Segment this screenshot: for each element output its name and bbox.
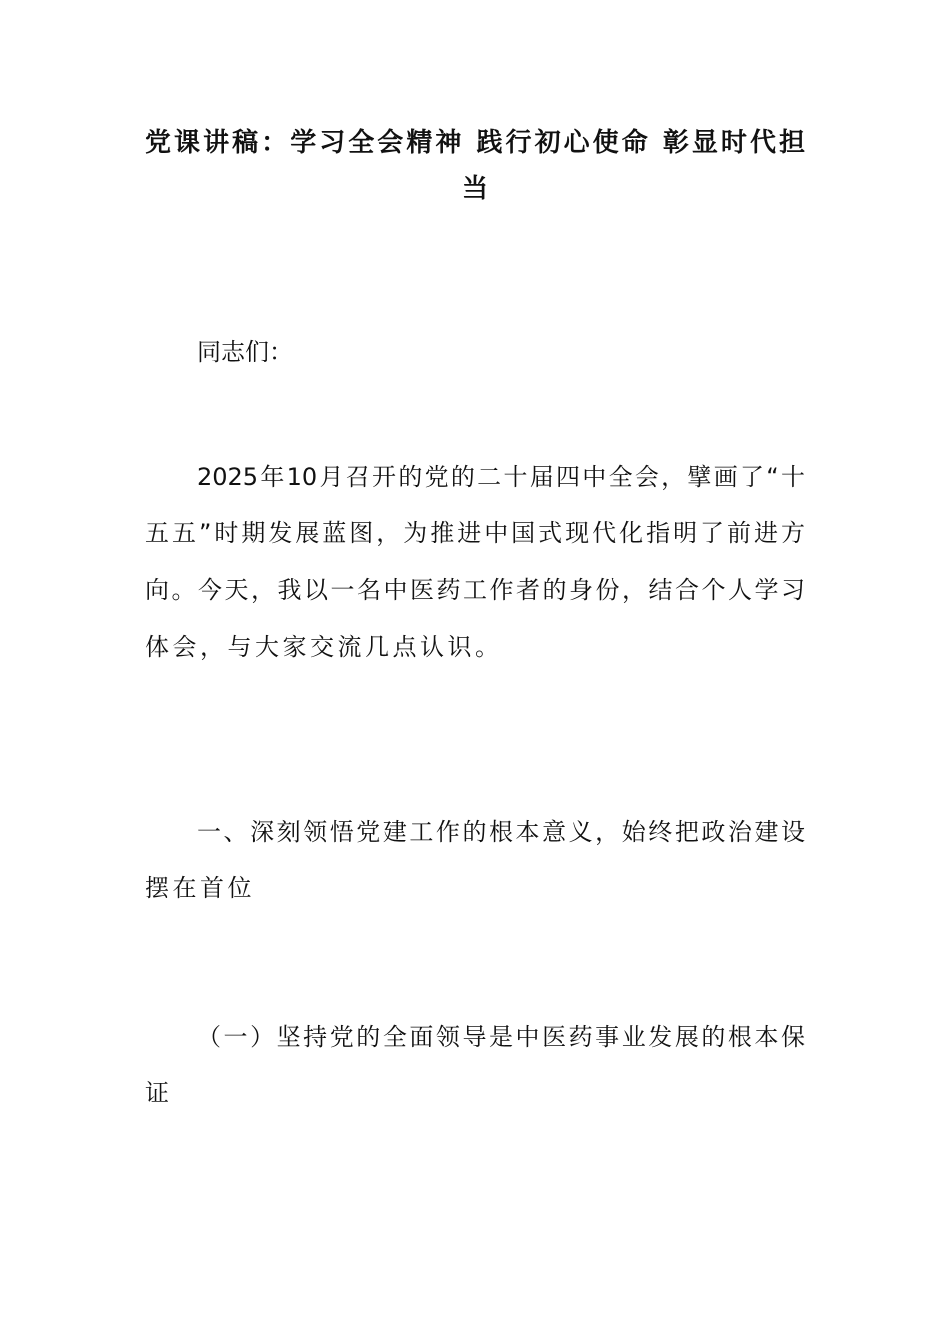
- section-heading-1-line-1: 一、深刻领悟党建工作的根本意义，始终把政治建设: [197, 818, 805, 846]
- intro-line-2: 五五”时期发展蓝图，为推进中国式现代化指明了前进方: [145, 519, 805, 547]
- document-title-line-1: 党课讲稿：学习全会精神 践行初心使命 彰显时代担: [145, 128, 805, 158]
- intro-line-4: 体会，与大家交流几点认识。: [145, 633, 503, 661]
- subsection-heading-1-line-2: 证: [145, 1079, 169, 1107]
- salutation: 同志们：: [197, 338, 293, 366]
- document-title-line-2: 当: [461, 174, 488, 204]
- subsection-heading-1-line-1: （一）坚持党的全面领导是中医药事业发展的根本保: [197, 1023, 805, 1051]
- section-heading-1-line-2: 摆在首位: [145, 874, 255, 902]
- intro-line-1: 2025年10月召开的党的二十届四中全会，擘画了“十: [197, 463, 805, 491]
- intro-line-3: 向。今天，我以一名中医药工作者的身份，结合个人学习: [145, 576, 805, 604]
